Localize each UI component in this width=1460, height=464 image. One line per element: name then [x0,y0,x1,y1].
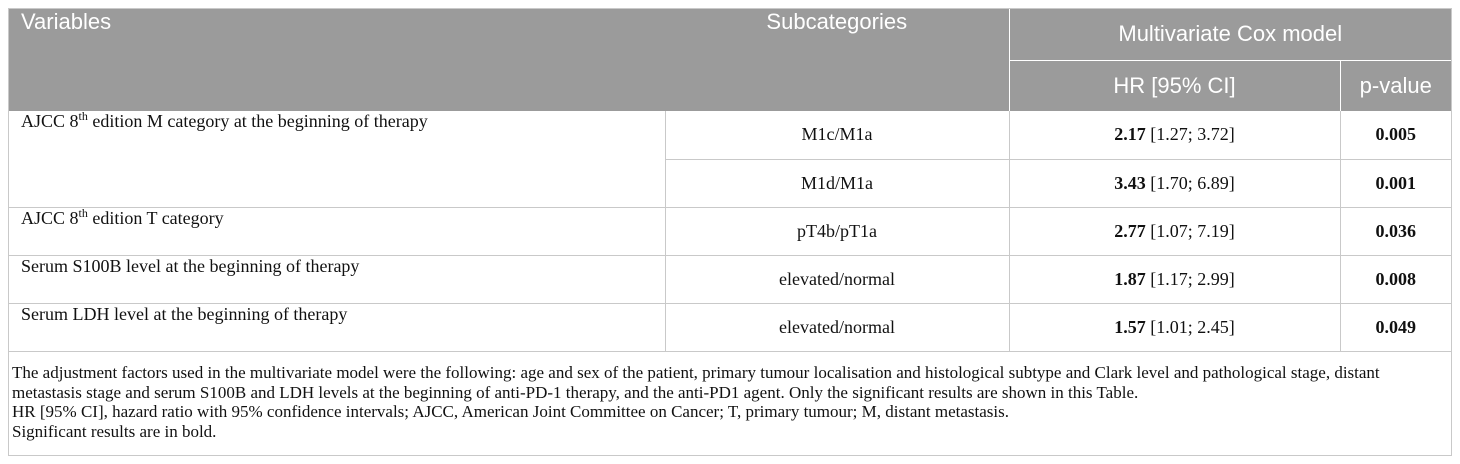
header-variables: Variables [9,9,665,111]
header-subcategories: Subcategories [665,9,1009,111]
p-value-cell: 0.005 [1340,111,1451,159]
table-row [9,255,1451,303]
table-frame [8,8,1452,456]
variable-cell: AJCC 8th edition M category at the beginning of therapy [9,111,665,207]
hr-cell: 3.43 [1.70; 6.89] [1009,159,1340,207]
subcategory-cell: M1d/M1a [665,159,1009,207]
footnote-abbreviations: HR [95% CI], hazard ratio with 95% confidence intervals; AJCC, American Joint Committee on Cancer; T, primary tumour; M, distant metastasis. [12,402,1009,421]
p-value-cell: 0.008 [1340,255,1451,303]
p-value-cell: 0.036 [1340,207,1451,255]
header-hr-ci: HR [95% CI] [1009,60,1340,111]
header-row-1 [9,9,1451,60]
header-multivariate-cox-model: Multivariate Cox model [1009,9,1451,60]
table-row [9,207,1451,255]
subcategory-cell: elevated/normal [665,255,1009,303]
variable-cell: Serum LDH level at the beginning of therapy [9,303,665,351]
table-row [9,111,1451,159]
variable-cell: Serum S100B level at the beginning of therapy [9,255,665,303]
hr-cell: 1.87 [1.17; 2.99] [1009,255,1340,303]
p-value-cell: 0.001 [1340,159,1451,207]
footnote-adjustment: The adjustment factors used in the multivariate model were the following: age and sex of the patient, primary tumour localisation and histological subtype and Clark level and pathological stage, distant metastasis stage and serum S100B and LDH levels at the beginning of anti-PD-1 therapy, and the anti-PD1 agent. Only the significant results are shown in this Table. [12,363,1380,402]
subcategory-cell: pT4b/pT1a [665,207,1009,255]
cox-results-table [9,9,1451,352]
header-p-value: p-value [1340,60,1451,111]
table-row [9,303,1451,351]
subcategory-cell: M1c/M1a [665,111,1009,159]
hr-cell: 2.17 [1.27; 3.72] [1009,111,1340,159]
subcategory-cell: elevated/normal [665,303,1009,351]
footnote-significance: Significant results are in bold. [12,421,217,441]
hr-cell: 1.57 [1.01; 2.45] [1009,303,1340,351]
hr-cell: 2.77 [1.07; 7.19] [1009,207,1340,255]
table-footnotes [9,363,1453,441]
p-value-cell: 0.049 [1340,303,1451,351]
variable-cell: AJCC 8th edition T category [9,207,665,255]
